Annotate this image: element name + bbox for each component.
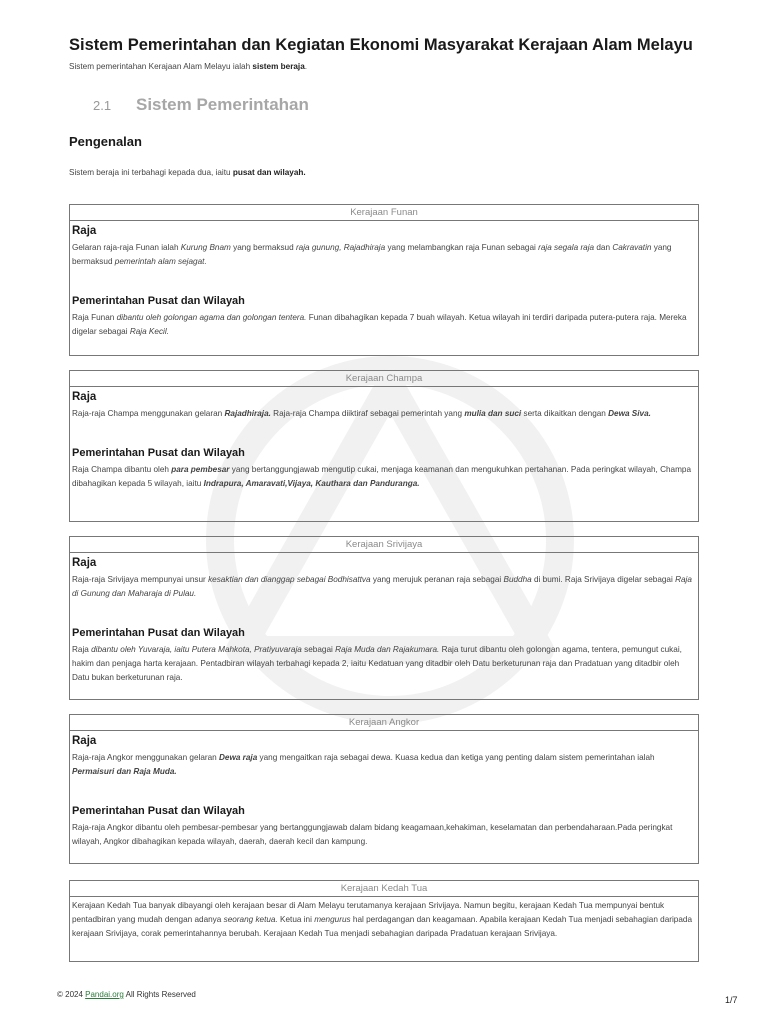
kedah-paragraph: Kerajaan Kedah Tua banyak dibayangi oleh kerajaan besar di Alam Melayu terutamanya kerajaan Srivijaya. Namun begitu, kerajaan Kedah Tua mempunyai bentuk pentadbiran yang mudah dengan adanya seorang ketua. Ketua ini mengurus hal perdagangan dan keagamaan. Apabila kerajaan Kedah Tua menjadi sebahagian daripada kerajaan Srivijaya, corak pemerintahannya berubah. Kerajaan Kedah Tua menjadi sebahagian daripada Pradatuan kerajaan Srivijaya. [72,901,693,938]
kingdom-box-srivijaya [69,536,699,700]
kingdom-box-kedah-tua [69,880,699,962]
kingdom-name: Kerajaan Srivijaya [70,537,698,553]
raja-paragraph: Raja-raja Champa menggunakan gelaran Rajadhiraja. Raja-raja Champa diiktiraf sebagai pemerintah yang mulia dan suci serta dikaitkan dengan Dewa Siva. [72,409,651,418]
document-title: Sistem Pemerintahan dan Kegiatan Ekonomi Masyarakat Kerajaan Alam Melayu [69,36,693,54]
kingdom-box-angkor [69,714,699,864]
pusat-heading: Pemerintahan Pusat dan Wilayah [72,627,245,639]
footer-copyright: © 2024 Pandai.org All Rights Reserved [57,990,196,999]
pusat-paragraph: Raja Funan dibantu oleh golongan agama dan golongan tentera. Funan dibahagikan kepada 7 buah wilayah. Ketua wilayah ini terdiri daripada putera-putera raja. Mereka digelar sebagai Raja Kecil. [72,313,687,336]
footer-site-link[interactable]: Pandai.org [85,990,124,999]
raja-heading: Raja [72,225,97,237]
intro-text-2: Sistem beraja ini terbahagi kepada dua, iaitu pusat dan wilayah. [69,168,306,177]
raja-heading: Raja [72,391,97,403]
pusat-heading: Pemerintahan Pusat dan Wilayah [72,447,245,459]
pusat-heading: Pemerintahan Pusat dan Wilayah [72,295,245,307]
kingdom-box-champa [69,370,699,522]
pusat-paragraph: Raja Champa dibantu oleh para pembesar yang bertanggungjawab mengutip cukai, menjaga keamanan dan mengukuhkan pertahanan. Pada peringkat wilayah, Champa dibahagikan kepada 5 wilayah, iaitu Indrapura, Amaravati,Vijaya, Kauthara dan Panduranga. [72,465,692,488]
kingdom-name: Kerajaan Champa [70,371,698,387]
pusat-paragraph: Raja-raja Angkor dibantu oleh pembesar-pembesar yang bertanggungjawab dalam bidang keagamaan,kehakiman, keselamatan dan perbendaharaan.Pada peringkat wilayah, Angkor dibahagikan kepada wilayah, daerah, daerah kecil dan kampung. [72,823,673,846]
raja-heading: Raja [72,735,97,747]
raja-paragraph: Gelaran raja-raja Funan ialah Kurung Bnam yang bermaksud raja gunung, Rajadhiraja yang melambangkan raja Funan sebagai raja segala raja dan Cakravatin yang bermaksud pemerintah alam sejagat. [72,243,672,266]
pusat-paragraph: Raja dibantu oleh Yuvaraja, iaitu Putera Mahkota, Pratiyuvaraja sebagai Raja Muda dan Rajakumara. Raja turut dibantu oleh golongan agama, tentera, pemungut cukai, hakim dan penjaga harta kerajaan. Pentadbiran wilayah terbahagi kepada 2, iaitu Kedatuan yang ditadbir oleh Datu berketurunan raja dan Pradatuan yang ditadbir oleh Datu bukan berketurunan raja. [72,645,682,682]
kingdom-box-funan [69,204,699,356]
page-number: 1/7 [725,995,738,1005]
pusat-heading: Pemerintahan Pusat dan Wilayah [72,805,245,817]
raja-paragraph: Raja-raja Srivijaya mempunyai unsur kesaktian dan dianggap sebagai Bodhisattva yang merujuk peranan raja sebagai Buddha di bumi. Raja Srivijaya digelar sebagai Raja di Gunung dan Maharaja di Pulau. [72,575,692,598]
section-number: 2.1 [93,98,112,113]
intro-text: Sistem pemerintahan Kerajaan Alam Melayu ialah sistem beraja. [69,62,308,71]
kingdom-name: Kerajaan Angkor [70,715,698,731]
section-title: Sistem Pemerintahan [136,95,309,114]
raja-paragraph: Raja-raja Angkor menggunakan gelaran Dewa raja yang mengaitkan raja sebagai dewa. Kuasa kedua dan ketiga yang penting dalam sistem pemerintahan ialah Permaisuri dan Raja Muda. [72,753,655,776]
kingdom-name: Kerajaan Kedah Tua [70,881,698,897]
raja-heading: Raja [72,557,97,569]
subsection-title: Pengenalan [69,134,142,149]
kingdom-name: Kerajaan Funan [70,205,698,221]
